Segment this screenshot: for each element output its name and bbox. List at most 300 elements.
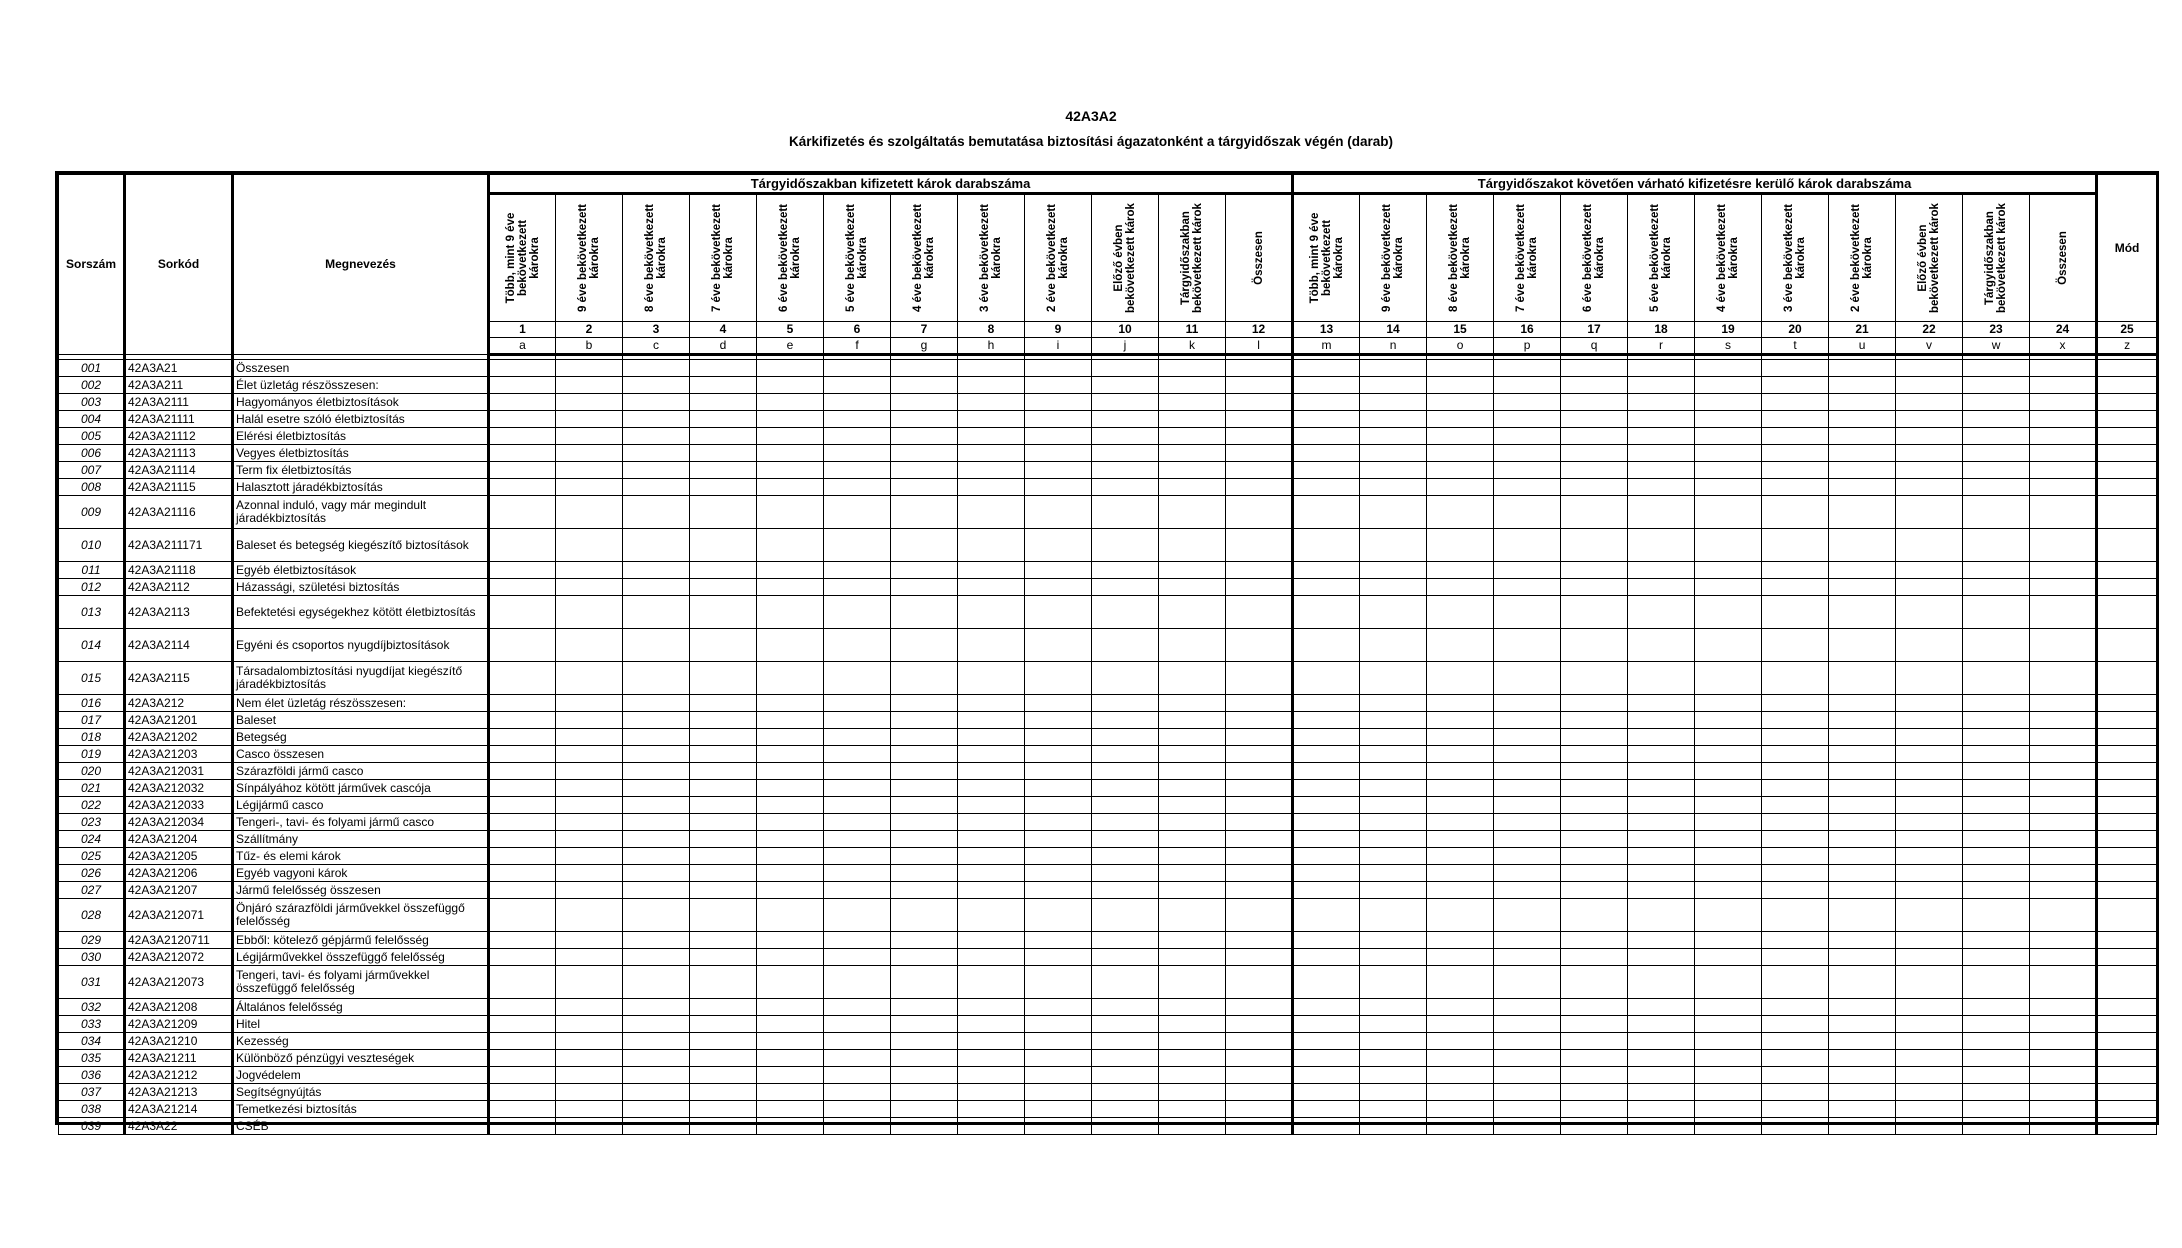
data-cell[interactable] <box>1896 746 1963 763</box>
data-cell[interactable] <box>1293 999 1360 1016</box>
data-cell[interactable] <box>757 797 824 814</box>
data-cell[interactable] <box>623 562 690 579</box>
data-cell[interactable] <box>1159 629 1226 662</box>
data-cell[interactable] <box>623 462 690 479</box>
data-cell[interactable] <box>1293 882 1360 899</box>
data-cell[interactable] <box>489 1101 556 1118</box>
data-cell[interactable] <box>623 882 690 899</box>
data-cell[interactable] <box>2097 814 2157 831</box>
data-cell[interactable] <box>1159 445 1226 462</box>
data-cell[interactable] <box>1762 428 1829 445</box>
data-cell[interactable] <box>2030 411 2097 428</box>
data-cell[interactable] <box>1092 882 1159 899</box>
data-cell[interactable] <box>1159 662 1226 695</box>
data-cell[interactable] <box>1025 596 1092 629</box>
data-cell[interactable] <box>2030 394 2097 411</box>
data-cell[interactable] <box>1159 999 1226 1016</box>
data-cell[interactable] <box>1360 596 1427 629</box>
data-cell[interactable] <box>1226 629 1293 662</box>
data-cell[interactable] <box>623 360 690 377</box>
data-cell[interactable] <box>1963 1050 2030 1067</box>
data-cell[interactable] <box>556 966 623 999</box>
data-cell[interactable] <box>1025 579 1092 596</box>
data-cell[interactable] <box>623 831 690 848</box>
data-cell[interactable] <box>623 814 690 831</box>
data-cell[interactable] <box>1963 1033 2030 1050</box>
data-cell[interactable] <box>1695 729 1762 746</box>
data-cell[interactable] <box>1427 579 1494 596</box>
data-cell[interactable] <box>1427 394 1494 411</box>
data-cell[interactable] <box>1762 746 1829 763</box>
data-cell[interactable] <box>2097 1101 2157 1118</box>
data-cell[interactable] <box>1561 797 1628 814</box>
data-cell[interactable] <box>489 899 556 932</box>
data-cell[interactable] <box>1159 1084 1226 1101</box>
data-cell[interactable] <box>2030 496 2097 529</box>
data-cell[interactable] <box>958 479 1025 496</box>
data-cell[interactable] <box>1561 1067 1628 1084</box>
data-cell[interactable] <box>1293 1118 1360 1135</box>
data-cell[interactable] <box>2097 562 2157 579</box>
data-cell[interactable] <box>2030 479 2097 496</box>
data-cell[interactable] <box>958 662 1025 695</box>
data-cell[interactable] <box>1226 729 1293 746</box>
data-cell[interactable] <box>1025 780 1092 797</box>
data-cell[interactable] <box>556 695 623 712</box>
data-cell[interactable] <box>824 780 891 797</box>
data-cell[interactable] <box>824 394 891 411</box>
data-cell[interactable] <box>1092 629 1159 662</box>
data-cell[interactable] <box>2030 932 2097 949</box>
data-cell[interactable] <box>690 780 757 797</box>
data-cell[interactable] <box>556 529 623 562</box>
data-cell[interactable] <box>1695 1033 1762 1050</box>
data-cell[interactable] <box>1494 596 1561 629</box>
data-cell[interactable] <box>1360 445 1427 462</box>
data-cell[interactable] <box>1226 712 1293 729</box>
data-cell[interactable] <box>489 445 556 462</box>
data-cell[interactable] <box>1226 1016 1293 1033</box>
data-cell[interactable] <box>1025 932 1092 949</box>
data-cell[interactable] <box>1628 1118 1695 1135</box>
data-cell[interactable] <box>1494 1016 1561 1033</box>
data-cell[interactable] <box>1561 1033 1628 1050</box>
data-cell[interactable] <box>1695 360 1762 377</box>
data-cell[interactable] <box>824 1084 891 1101</box>
data-cell[interactable] <box>1762 1033 1829 1050</box>
data-cell[interactable] <box>1360 579 1427 596</box>
data-cell[interactable] <box>1963 729 2030 746</box>
data-cell[interactable] <box>1896 529 1963 562</box>
data-cell[interactable] <box>1159 1067 1226 1084</box>
data-cell[interactable] <box>1829 1084 1896 1101</box>
data-cell[interactable] <box>556 579 623 596</box>
data-cell[interactable] <box>891 445 958 462</box>
data-cell[interactable] <box>1427 780 1494 797</box>
data-cell[interactable] <box>1829 882 1896 899</box>
data-cell[interactable] <box>1896 462 1963 479</box>
data-cell[interactable] <box>690 999 757 1016</box>
data-cell[interactable] <box>1293 899 1360 932</box>
data-cell[interactable] <box>2097 496 2157 529</box>
data-cell[interactable] <box>1360 1033 1427 1050</box>
data-cell[interactable] <box>757 579 824 596</box>
data-cell[interactable] <box>489 712 556 729</box>
data-cell[interactable] <box>891 377 958 394</box>
data-cell[interactable] <box>1762 360 1829 377</box>
data-cell[interactable] <box>1896 882 1963 899</box>
data-cell[interactable] <box>1896 814 1963 831</box>
data-cell[interactable] <box>1829 377 1896 394</box>
data-cell[interactable] <box>1293 411 1360 428</box>
data-cell[interactable] <box>1695 814 1762 831</box>
data-cell[interactable] <box>1829 1067 1896 1084</box>
data-cell[interactable] <box>1293 1050 1360 1067</box>
data-cell[interactable] <box>690 1118 757 1135</box>
data-cell[interactable] <box>1427 562 1494 579</box>
data-cell[interactable] <box>824 865 891 882</box>
data-cell[interactable] <box>690 377 757 394</box>
data-cell[interactable] <box>1293 695 1360 712</box>
data-cell[interactable] <box>690 394 757 411</box>
data-cell[interactable] <box>824 428 891 445</box>
data-cell[interactable] <box>2097 1084 2157 1101</box>
data-cell[interactable] <box>958 462 1025 479</box>
data-cell[interactable] <box>824 814 891 831</box>
data-cell[interactable] <box>1226 496 1293 529</box>
data-cell[interactable] <box>1628 729 1695 746</box>
data-cell[interactable] <box>891 1084 958 1101</box>
data-cell[interactable] <box>1092 797 1159 814</box>
data-cell[interactable] <box>1427 729 1494 746</box>
data-cell[interactable] <box>1829 729 1896 746</box>
data-cell[interactable] <box>1963 1084 2030 1101</box>
data-cell[interactable] <box>1561 529 1628 562</box>
data-cell[interactable] <box>824 899 891 932</box>
data-cell[interactable] <box>1427 662 1494 695</box>
data-cell[interactable] <box>1025 1067 1092 1084</box>
data-cell[interactable] <box>1159 394 1226 411</box>
data-cell[interactable] <box>1226 882 1293 899</box>
data-cell[interactable] <box>1963 1101 2030 1118</box>
data-cell[interactable] <box>757 1050 824 1067</box>
data-cell[interactable] <box>690 831 757 848</box>
data-cell[interactable] <box>1494 729 1561 746</box>
data-cell[interactable] <box>1762 712 1829 729</box>
data-cell[interactable] <box>1963 814 2030 831</box>
data-cell[interactable] <box>1159 360 1226 377</box>
data-cell[interactable] <box>1829 629 1896 662</box>
data-cell[interactable] <box>623 479 690 496</box>
data-cell[interactable] <box>1025 445 1092 462</box>
data-cell[interactable] <box>1561 949 1628 966</box>
data-cell[interactable] <box>2097 712 2157 729</box>
data-cell[interactable] <box>1561 1118 1628 1135</box>
data-cell[interactable] <box>757 529 824 562</box>
data-cell[interactable] <box>824 882 891 899</box>
data-cell[interactable] <box>2097 831 2157 848</box>
data-cell[interactable] <box>1159 899 1226 932</box>
data-cell[interactable] <box>489 596 556 629</box>
data-cell[interactable] <box>1628 899 1695 932</box>
data-cell[interactable] <box>824 662 891 695</box>
data-cell[interactable] <box>1896 949 1963 966</box>
data-cell[interactable] <box>1025 848 1092 865</box>
data-cell[interactable] <box>1025 1050 1092 1067</box>
data-cell[interactable] <box>1159 882 1226 899</box>
data-cell[interactable] <box>1628 695 1695 712</box>
data-cell[interactable] <box>1963 377 2030 394</box>
data-cell[interactable] <box>1628 1050 1695 1067</box>
data-cell[interactable] <box>891 966 958 999</box>
data-cell[interactable] <box>891 1050 958 1067</box>
data-cell[interactable] <box>1226 428 1293 445</box>
data-cell[interactable] <box>1896 1033 1963 1050</box>
data-cell[interactable] <box>891 1118 958 1135</box>
data-cell[interactable] <box>1092 529 1159 562</box>
data-cell[interactable] <box>690 1033 757 1050</box>
data-cell[interactable] <box>1561 999 1628 1016</box>
data-cell[interactable] <box>1561 1050 1628 1067</box>
data-cell[interactable] <box>1025 999 1092 1016</box>
data-cell[interactable] <box>1226 411 1293 428</box>
data-cell[interactable] <box>1293 1033 1360 1050</box>
data-cell[interactable] <box>1561 695 1628 712</box>
data-cell[interactable] <box>1360 529 1427 562</box>
data-cell[interactable] <box>1829 1033 1896 1050</box>
data-cell[interactable] <box>623 579 690 596</box>
data-cell[interactable] <box>489 746 556 763</box>
data-cell[interactable] <box>1963 949 2030 966</box>
data-cell[interactable] <box>1293 949 1360 966</box>
data-cell[interactable] <box>1494 360 1561 377</box>
data-cell[interactable] <box>1762 814 1829 831</box>
data-cell[interactable] <box>958 1050 1025 1067</box>
data-cell[interactable] <box>1896 596 1963 629</box>
data-cell[interactable] <box>2030 966 2097 999</box>
data-cell[interactable] <box>1092 712 1159 729</box>
data-cell[interactable] <box>1293 479 1360 496</box>
data-cell[interactable] <box>1226 1118 1293 1135</box>
data-cell[interactable] <box>1092 848 1159 865</box>
data-cell[interactable] <box>1829 445 1896 462</box>
data-cell[interactable] <box>1896 966 1963 999</box>
data-cell[interactable] <box>556 479 623 496</box>
data-cell[interactable] <box>958 579 1025 596</box>
data-cell[interactable] <box>1159 1050 1226 1067</box>
data-cell[interactable] <box>1025 411 1092 428</box>
data-cell[interactable] <box>1963 848 2030 865</box>
data-cell[interactable] <box>1762 966 1829 999</box>
data-cell[interactable] <box>623 712 690 729</box>
data-cell[interactable] <box>757 1118 824 1135</box>
data-cell[interactable] <box>1695 763 1762 780</box>
data-cell[interactable] <box>1695 882 1762 899</box>
data-cell[interactable] <box>1159 729 1226 746</box>
data-cell[interactable] <box>556 932 623 949</box>
data-cell[interactable] <box>1695 1050 1762 1067</box>
data-cell[interactable] <box>891 999 958 1016</box>
data-cell[interactable] <box>2097 1033 2157 1050</box>
data-cell[interactable] <box>1092 1118 1159 1135</box>
data-cell[interactable] <box>1896 999 1963 1016</box>
data-cell[interactable] <box>824 496 891 529</box>
data-cell[interactable] <box>1628 394 1695 411</box>
data-cell[interactable] <box>1762 1050 1829 1067</box>
data-cell[interactable] <box>690 562 757 579</box>
data-cell[interactable] <box>1494 746 1561 763</box>
data-cell[interactable] <box>1829 763 1896 780</box>
data-cell[interactable] <box>958 1118 1025 1135</box>
data-cell[interactable] <box>824 695 891 712</box>
data-cell[interactable] <box>623 899 690 932</box>
data-cell[interactable] <box>1628 780 1695 797</box>
data-cell[interactable] <box>489 1050 556 1067</box>
data-cell[interactable] <box>1025 814 1092 831</box>
data-cell[interactable] <box>1025 377 1092 394</box>
data-cell[interactable] <box>1829 496 1896 529</box>
data-cell[interactable] <box>1628 445 1695 462</box>
data-cell[interactable] <box>2097 596 2157 629</box>
data-cell[interactable] <box>824 377 891 394</box>
data-cell[interactable] <box>1762 848 1829 865</box>
data-cell[interactable] <box>958 428 1025 445</box>
data-cell[interactable] <box>2097 999 2157 1016</box>
data-cell[interactable] <box>958 999 1025 1016</box>
data-cell[interactable] <box>1293 445 1360 462</box>
data-cell[interactable] <box>757 729 824 746</box>
data-cell[interactable] <box>1762 579 1829 596</box>
data-cell[interactable] <box>1025 882 1092 899</box>
data-cell[interactable] <box>1427 899 1494 932</box>
data-cell[interactable] <box>1762 1101 1829 1118</box>
data-cell[interactable] <box>1963 596 2030 629</box>
data-cell[interactable] <box>1494 462 1561 479</box>
data-cell[interactable] <box>1293 746 1360 763</box>
data-cell[interactable] <box>1963 882 2030 899</box>
data-cell[interactable] <box>2097 411 2157 428</box>
data-cell[interactable] <box>1494 831 1561 848</box>
data-cell[interactable] <box>1896 780 1963 797</box>
data-cell[interactable] <box>1025 966 1092 999</box>
data-cell[interactable] <box>1360 562 1427 579</box>
data-cell[interactable] <box>757 865 824 882</box>
data-cell[interactable] <box>891 529 958 562</box>
data-cell[interactable] <box>1829 360 1896 377</box>
data-cell[interactable] <box>1762 529 1829 562</box>
data-cell[interactable] <box>1695 1016 1762 1033</box>
data-cell[interactable] <box>757 814 824 831</box>
data-cell[interactable] <box>1092 1033 1159 1050</box>
data-cell[interactable] <box>1025 1118 1092 1135</box>
data-cell[interactable] <box>623 729 690 746</box>
data-cell[interactable] <box>1092 831 1159 848</box>
data-cell[interactable] <box>1963 529 2030 562</box>
data-cell[interactable] <box>556 746 623 763</box>
data-cell[interactable] <box>891 712 958 729</box>
data-cell[interactable] <box>2030 848 2097 865</box>
data-cell[interactable] <box>958 360 1025 377</box>
data-cell[interactable] <box>824 479 891 496</box>
data-cell[interactable] <box>1829 579 1896 596</box>
data-cell[interactable] <box>1092 814 1159 831</box>
data-cell[interactable] <box>1092 1050 1159 1067</box>
data-cell[interactable] <box>891 899 958 932</box>
data-cell[interactable] <box>1494 949 1561 966</box>
data-cell[interactable] <box>958 411 1025 428</box>
data-cell[interactable] <box>958 797 1025 814</box>
data-cell[interactable] <box>1427 428 1494 445</box>
data-cell[interactable] <box>2030 865 2097 882</box>
data-cell[interactable] <box>1025 662 1092 695</box>
data-cell[interactable] <box>1896 932 1963 949</box>
data-cell[interactable] <box>1896 712 1963 729</box>
data-cell[interactable] <box>2097 1118 2157 1135</box>
data-cell[interactable] <box>1226 394 1293 411</box>
data-cell[interactable] <box>623 1118 690 1135</box>
data-cell[interactable] <box>1829 462 1896 479</box>
data-cell[interactable] <box>958 1101 1025 1118</box>
data-cell[interactable] <box>489 428 556 445</box>
data-cell[interactable] <box>1829 949 1896 966</box>
data-cell[interactable] <box>1628 496 1695 529</box>
data-cell[interactable] <box>1293 797 1360 814</box>
data-cell[interactable] <box>1494 966 1561 999</box>
data-cell[interactable] <box>1963 999 2030 1016</box>
data-cell[interactable] <box>1494 932 1561 949</box>
data-cell[interactable] <box>1092 1101 1159 1118</box>
data-cell[interactable] <box>1628 882 1695 899</box>
data-cell[interactable] <box>958 394 1025 411</box>
data-cell[interactable] <box>1896 1050 1963 1067</box>
data-cell[interactable] <box>958 1084 1025 1101</box>
data-cell[interactable] <box>1025 729 1092 746</box>
data-cell[interactable] <box>690 596 757 629</box>
data-cell[interactable] <box>1896 797 1963 814</box>
data-cell[interactable] <box>757 966 824 999</box>
data-cell[interactable] <box>757 999 824 1016</box>
data-cell[interactable] <box>556 377 623 394</box>
data-cell[interactable] <box>1628 966 1695 999</box>
data-cell[interactable] <box>891 695 958 712</box>
data-cell[interactable] <box>1025 712 1092 729</box>
data-cell[interactable] <box>1092 932 1159 949</box>
data-cell[interactable] <box>1829 562 1896 579</box>
data-cell[interactable] <box>2097 1067 2157 1084</box>
data-cell[interactable] <box>1360 763 1427 780</box>
data-cell[interactable] <box>623 695 690 712</box>
data-cell[interactable] <box>2097 662 2157 695</box>
data-cell[interactable] <box>1695 746 1762 763</box>
data-cell[interactable] <box>1427 411 1494 428</box>
data-cell[interactable] <box>891 729 958 746</box>
data-cell[interactable] <box>2097 797 2157 814</box>
data-cell[interactable] <box>1963 496 2030 529</box>
data-cell[interactable] <box>1762 596 1829 629</box>
data-cell[interactable] <box>958 763 1025 780</box>
data-cell[interactable] <box>1762 899 1829 932</box>
data-cell[interactable] <box>958 814 1025 831</box>
data-cell[interactable] <box>1092 411 1159 428</box>
data-cell[interactable] <box>891 394 958 411</box>
data-cell[interactable] <box>1494 562 1561 579</box>
data-cell[interactable] <box>623 529 690 562</box>
data-cell[interactable] <box>1226 1101 1293 1118</box>
data-cell[interactable] <box>2030 999 2097 1016</box>
data-cell[interactable] <box>2097 579 2157 596</box>
data-cell[interactable] <box>958 712 1025 729</box>
data-cell[interactable] <box>958 949 1025 966</box>
